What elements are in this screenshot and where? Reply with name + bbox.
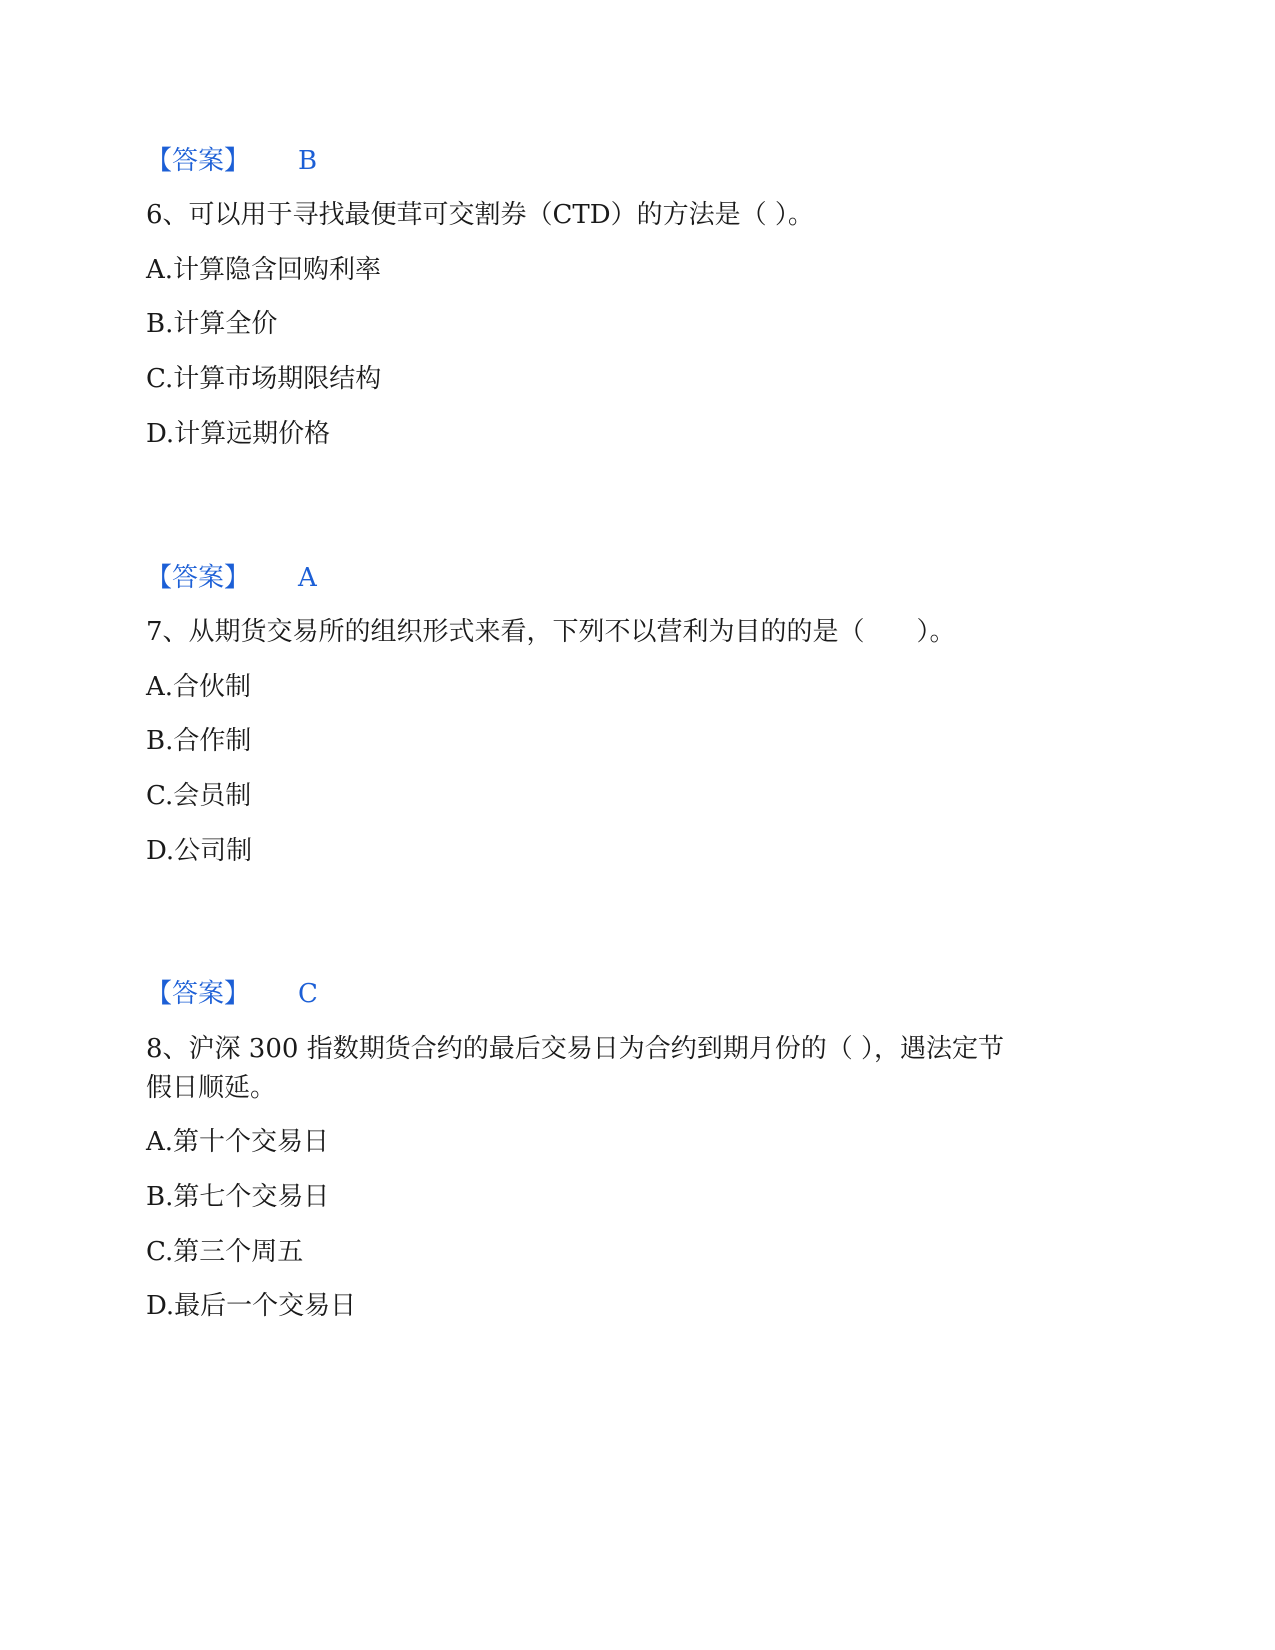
option-c: C.计算市场期限结构	[146, 364, 382, 394]
option-b: B.合作制	[146, 726, 252, 756]
answer-line	[146, 977, 318, 1011]
option-a: A.合伙制	[146, 672, 252, 702]
answer-line	[146, 561, 317, 595]
question-text-line-1: 8、沪深 300 指数期货合约的最后交易日为合约到期月份的（ ），遇法定节	[146, 1034, 1004, 1064]
answer-line	[146, 144, 317, 178]
option-d: D.最后一个交易日	[146, 1291, 357, 1321]
answer-label: 【答案】	[146, 563, 251, 593]
question-text: 7、从期货交易所的组织形式来看，下列不以营利为目的的是（ ）。	[146, 617, 956, 647]
option-d: D.公司制	[146, 836, 253, 866]
answer-value: A	[298, 563, 317, 593]
option-a: A.计算隐含回购利率	[146, 255, 382, 285]
option-c: C.第三个周五	[146, 1237, 304, 1267]
option-b: B.第七个交易日	[146, 1182, 330, 1212]
question-text: 6、可以用于寻找最便茸可交割券（CTD）的方法是（ ）。	[146, 200, 814, 230]
question-text-line-2: 假日顺延。	[146, 1073, 277, 1103]
answer-value: B	[298, 146, 318, 176]
answer-label: 【答案】	[146, 979, 251, 1009]
answer-label: 【答案】	[146, 146, 251, 176]
answer-value: C	[298, 979, 318, 1009]
option-c: C.会员制	[146, 781, 252, 811]
option-b: B.计算全价	[146, 309, 278, 339]
option-d: D.计算远期价格	[146, 419, 331, 449]
option-a: A.第十个交易日	[146, 1127, 330, 1157]
